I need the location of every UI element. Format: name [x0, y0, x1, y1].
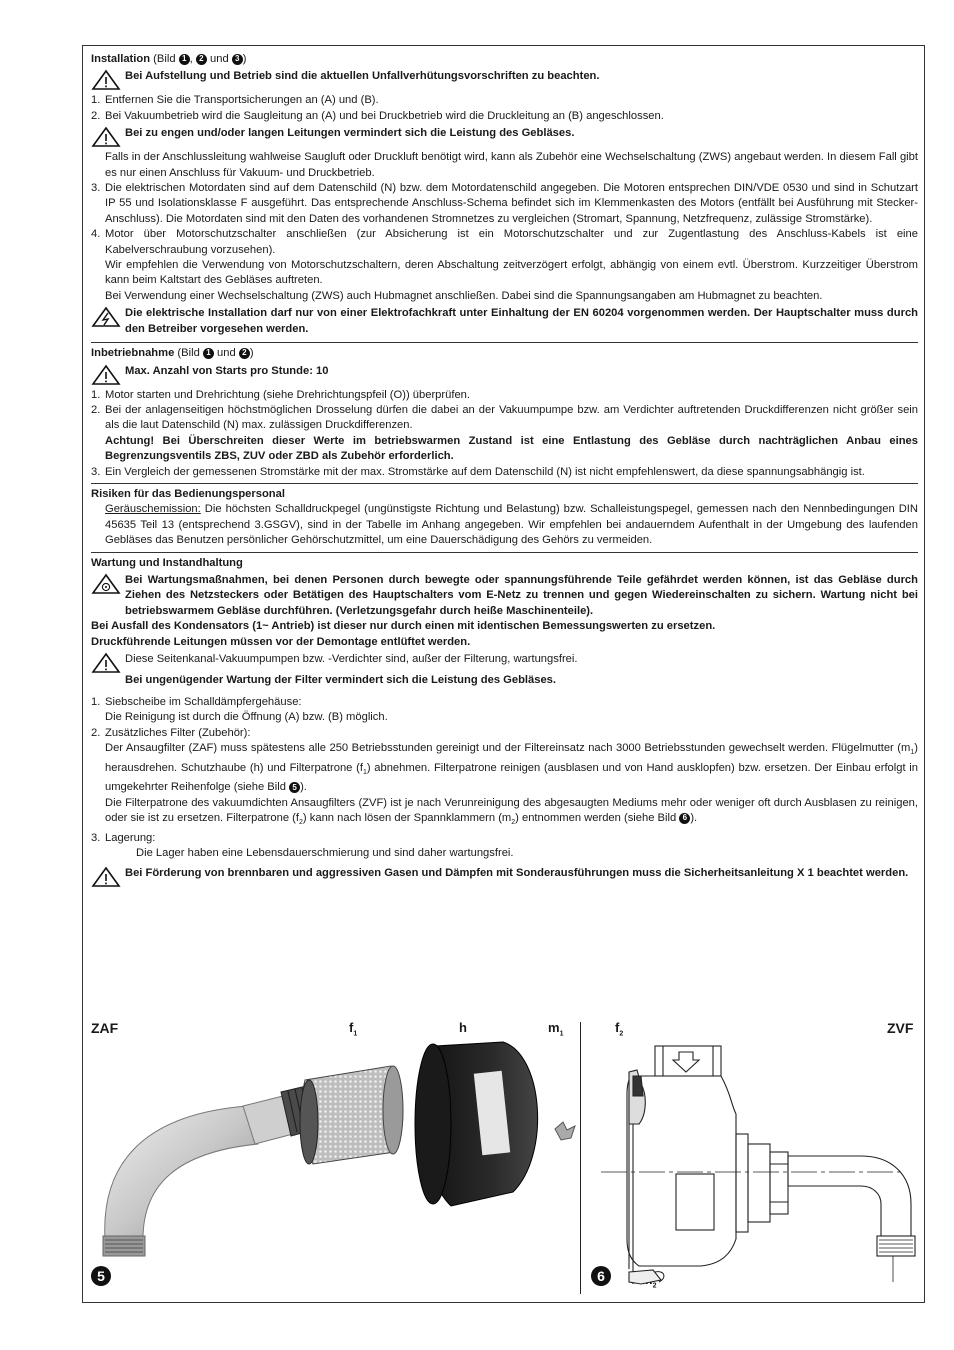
paragraph	[91, 502, 918, 548]
text-run: ) herausdrehen. Schutzhaube (h) und Filterpatrone (f	[105, 742, 918, 774]
list-number: 3.	[91, 831, 101, 844]
label-text: f	[349, 1020, 354, 1035]
electrical-hazard-icon	[91, 306, 125, 328]
maintenance-warning-note	[91, 573, 918, 619]
list-number: 3.	[91, 182, 101, 195]
subscript: 2	[619, 1030, 624, 1038]
list-number: 2.	[91, 726, 101, 739]
h-label: h	[459, 1020, 467, 1035]
ref-text: )	[242, 53, 247, 65]
text-run: ) kann nach lösen der Spannklammern (m	[302, 812, 512, 825]
list-text: Entfernen Sie die Transportsicherungen an (A) und (B).	[105, 94, 379, 107]
maintenance-free-text: Diese Seitenkanal-Vakuumpumpen bzw. -Verdichter sind, außer der Filterung, wartungsfrei.	[125, 653, 578, 665]
list-text: Motor starten und Drehrichtung (siehe Drehrichtungspfeil (O)) überprüfen.	[105, 388, 471, 401]
noise-emission-text: Die höchsten Schalldruckpegel (ungünstigste Richtung und Belastung) bzw. Schalleistungspegel, gemessen nach den Nennbedingungen DIN 45635 Teil 13 (entsprechend 3.GSGV), sind in der Tabelle im Anhang angegeben. Wir empfehlen bei andauerndem Aufenthalt in der Umgebung des laufenden Gebläses das Benutzen persönlicher Gehörschutzmittel, um eine Dauerschädigung des Gehörs zu vermeiden.	[105, 503, 918, 547]
zvf-label: ZVF	[887, 1020, 914, 1036]
warning-note	[91, 866, 918, 888]
warning-triangle-icon	[91, 364, 125, 386]
text-run: Die Filterpatrone des vakuumdichten Ansaugfilters (ZVF) ist je nach Verunreinigung des abgesaugten Mediums mehr oder weniger oft durch Ausblasen zu reinigen, oder sie ist zu ersetzen. Filterpatrone (f	[105, 796, 918, 825]
paragraph: Wir empfehlen die Verwendung von Motorschutzschaltern, deren Abschaltung zeitverzögert erfolgt, abhängig von einem evtl. Überstrom. Kurzzeitiger Überstrom kann beim Kaltstart des Gebläses auftreten.	[105, 259, 918, 287]
warning-triangle-icon	[91, 126, 125, 148]
warning-text: Die elektrische Installation darf nur von einer Elektrofachkraft unter Einhaltung der EN 60204 vorgenommen werden. Der Hauptschalter muss durch den Betreiber vorgesehen werden.	[125, 307, 918, 335]
warning-triangle-icon	[91, 69, 125, 91]
inbetriebnahme-title: Inbetriebnahme	[91, 347, 175, 360]
subscript: 2	[299, 819, 303, 827]
outlet-elbow	[788, 1156, 911, 1236]
list-number: 2.	[91, 109, 101, 122]
list-item	[91, 403, 918, 434]
list-item	[91, 109, 918, 124]
list-text: Siebscheibe im Schalldämpfergehäuse:	[105, 695, 302, 708]
list-number: 2.	[91, 403, 101, 416]
ref-text: und	[206, 53, 232, 65]
warning-text: Bei Wartungsmaßnahmen, bei denen Personen durch bewegte oder spannungsführende Teile gefährdet werden können, ist das Gebläse durch Ziehen des Netzsteckers oder Betätigen des Hauptschalters vom E-Netz zu trennen und gegen Wiedereinschalten zu sichern. Wartung nicht bei betriebswarmem Gebläse durchführen. (Verletzungsgefahr durch heiße Maschinenteile).	[125, 573, 918, 617]
list-item	[91, 388, 918, 403]
warning-note	[91, 69, 918, 91]
warning-text: Bei Aufstellung und Betrieb sind die aktuellen Unfallverhütungsvorschriften zu beachten.	[125, 70, 600, 83]
figure-number-badge: 1	[203, 348, 214, 359]
figure-6-badge: 6	[591, 1266, 611, 1286]
filter-warning-note	[91, 652, 918, 689]
list-text: Ein Vergleich der gemessenen Stromstärke mit der max. Stromstärke auf dem Datenschild (N) ist nicht empfehlenswert, da diese spannungsabhängig ist.	[105, 465, 865, 478]
figure-5-badge: 5	[91, 1266, 111, 1286]
list-text: Bei der anlagenseitigen höchstmöglichen Drosselung dürfen die dabei an der Vakuumpumpe bzw. am Verdichter auftretenden Druckdifferenzen nicht größer sein als die laut Datenschild (N) max. zulässigen Druckdifferenzen.	[105, 403, 918, 432]
paragraph-zaf	[91, 741, 918, 796]
noise-emission-label: Geräuschemission:	[105, 503, 201, 516]
label-text: f	[615, 1020, 620, 1035]
subscript: 1	[362, 768, 367, 776]
pipe-thread	[103, 1236, 145, 1256]
list-text: Bei Vakuumbetrieb wird die Saugleitung an (A) und bei Druckbetrieb wird die Druckleitung an (B) angeschlossen.	[105, 109, 664, 122]
figure-number-badge: 1	[179, 54, 190, 65]
paragraph: Falls in der Anschlussleitung wahlweise Saugluft oder Druckluft benötigt wird, kann als Zubehör eine Wechselschaltung (ZWS) angebaut werden. In diesem Fall gibt es nur einen Anschluss für Vakuum- und Druckbetrieb.	[105, 151, 918, 179]
warning-text: Max. Anzahl von Starts pro Stunde: 10	[125, 364, 329, 377]
elbow-pipe	[105, 1106, 258, 1239]
list-number: 1.	[91, 94, 101, 107]
text-run: ).	[690, 812, 698, 825]
capacitor-note: Bei Ausfall des Kondensators (1~ Antrieb) ist dieser nur durch einen mit identischen Bemessungswerten zu ersetzen.	[91, 620, 716, 633]
figures-area	[83, 1014, 924, 1302]
installation-heading	[91, 52, 918, 67]
list-text: Die elektrischen Motordaten sind auf dem Datenschild (N) bzw. dem Motordatenschild angegeben. Die Motoren entsprechen DIN/VDE 0530 und sind in Schutzart IP 55 und Isolationsklasse F ausgeführt. Das entsprechende Anschluss-Schema befindet sich im Klemmenkasten des Motors (entfällt bei Ausführung mit Stecker-Anschluss). Die Motordaten sind mit den Daten des vorhandenen Stromnetzes zu vergleichen (Stromart, Spannung, Netzfrequenz, zulässige Stromstärke).	[105, 182, 918, 225]
paragraph-zvf	[91, 796, 918, 831]
risiken-title: Risiken für das Bedienungspersonal	[91, 487, 285, 500]
paragraph: Die Lager haben eine Lebensdauerschmierung und sind daher wartungsfrei.	[136, 847, 514, 860]
label-text: m	[548, 1020, 560, 1035]
electrical-warning-note	[91, 306, 918, 337]
list-number: 1.	[91, 695, 101, 708]
subscript: 2	[652, 1282, 657, 1290]
warning-note	[91, 126, 918, 148]
list-item	[91, 695, 918, 710]
list-item	[91, 181, 918, 227]
ref-text: und	[213, 347, 239, 360]
zaf-label: ZAF	[91, 1020, 119, 1036]
ref-text: (Bild	[177, 347, 203, 360]
paragraph: Bei Verwendung einer Wechselschaltung (ZWS) auch Hubmagnet anschließen. Dabei sind die Spannungsangaben am Hubmagnet zu beachten.	[105, 289, 823, 302]
list-text: Zusätzliches Filter (Zubehör):	[105, 726, 251, 739]
section-installation	[91, 52, 918, 343]
inbetriebnahme-heading	[91, 346, 918, 361]
figure-number-badge: 2	[196, 54, 207, 65]
ref-text: (Bild	[153, 53, 179, 65]
list-item	[91, 93, 918, 108]
text-run: Der Ansaugfilter (ZAF) muss spätestens alle 250 Betriebsstunden gereinigt und der Filtereinsatz nach 3000 Betriebsstunden gewechselt werden. Flügelmutter (m	[105, 742, 911, 755]
figure-number-badge: 3	[232, 54, 243, 65]
warning-text: Bei zu engen und/oder langen Leitungen vermindert sich die Leistung des Gebläses.	[125, 127, 575, 140]
list-item	[91, 726, 918, 741]
text-run: ).	[300, 781, 307, 794]
ref-text: ,	[189, 53, 196, 65]
manual-content	[91, 52, 918, 896]
page-frame	[82, 45, 925, 1303]
paragraph: Die Reinigung ist durch die Öffnung (A) bzw. (B) möglich.	[105, 711, 388, 724]
subscript: 1	[559, 1030, 564, 1038]
figure-number-badge: 2	[239, 348, 250, 359]
wing-nut	[555, 1122, 575, 1140]
list-number: 4.	[91, 228, 101, 241]
warning-triangle-icon	[91, 866, 125, 888]
zvf-filter-drawing	[581, 1014, 924, 1302]
warning-text: Bei Förderung von brennbaren und aggressiven Gasen und Dämpfen mit Sonderausführungen muss die Sicherheitsanleitung X 1 beachtet werden.	[125, 866, 909, 879]
list-item	[91, 227, 918, 258]
section-risiken	[91, 487, 918, 553]
depressurize-note: Druckführende Leitungen müssen vor der Demontage entlüftet werden.	[91, 635, 471, 648]
warning-triangle-icon	[91, 652, 125, 674]
figure-number-badge: 5	[289, 782, 300, 793]
warning-text: Bei ungenügender Wartung der Filter vermindert sich die Leistung des Gebläses.	[125, 674, 557, 687]
installation-title: Installation	[91, 53, 151, 65]
text-run: ) entnommen werden (siehe Bild	[515, 812, 680, 825]
list-number: 1.	[91, 388, 101, 401]
ref-text: )	[249, 347, 254, 360]
figure-number-badge: 6	[679, 813, 690, 824]
attention-paragraph: Achtung! Bei Überschreiten dieser Werte im betriebswarmen Zustand ist eine Entlastung des Gebläse durch nachträglichen Anbau eines Begrenzungsventils ZBS, ZUV oder ZBD als Zubehör erforderlich.	[105, 434, 918, 463]
section-wartung	[91, 556, 918, 893]
list-number: 3.	[91, 465, 101, 478]
list-text: Motor über Motorschutzschalter anschließen (zur Absicherung ist ein Motorschutzschalter und zur Zugentlastung des Anschluss-Kabels ist eine Kabelverschraubung vorzusehen).	[105, 228, 918, 256]
subscript: 1	[910, 749, 915, 757]
zaf-filter-illustration	[83, 1014, 580, 1302]
subscript: 1	[353, 1030, 358, 1038]
subscript: 2	[511, 819, 516, 827]
section-inbetriebnahme	[91, 346, 918, 484]
list-item	[91, 465, 918, 480]
wartung-title: Wartung und Instandhaltung	[91, 556, 243, 569]
text-run: ) abnehmen. Filterpatrone reinigen (ausblasen und von Hand ausklopfen) bzw. ersetzen. Der Einbau erfolgt in umgekehrter Reihenfolge (siehe Bild	[105, 761, 919, 794]
rotating-parts-hazard-icon	[91, 573, 125, 595]
list-item	[91, 831, 918, 846]
warning-note	[91, 364, 918, 386]
list-text: Lagerung:	[105, 831, 156, 844]
